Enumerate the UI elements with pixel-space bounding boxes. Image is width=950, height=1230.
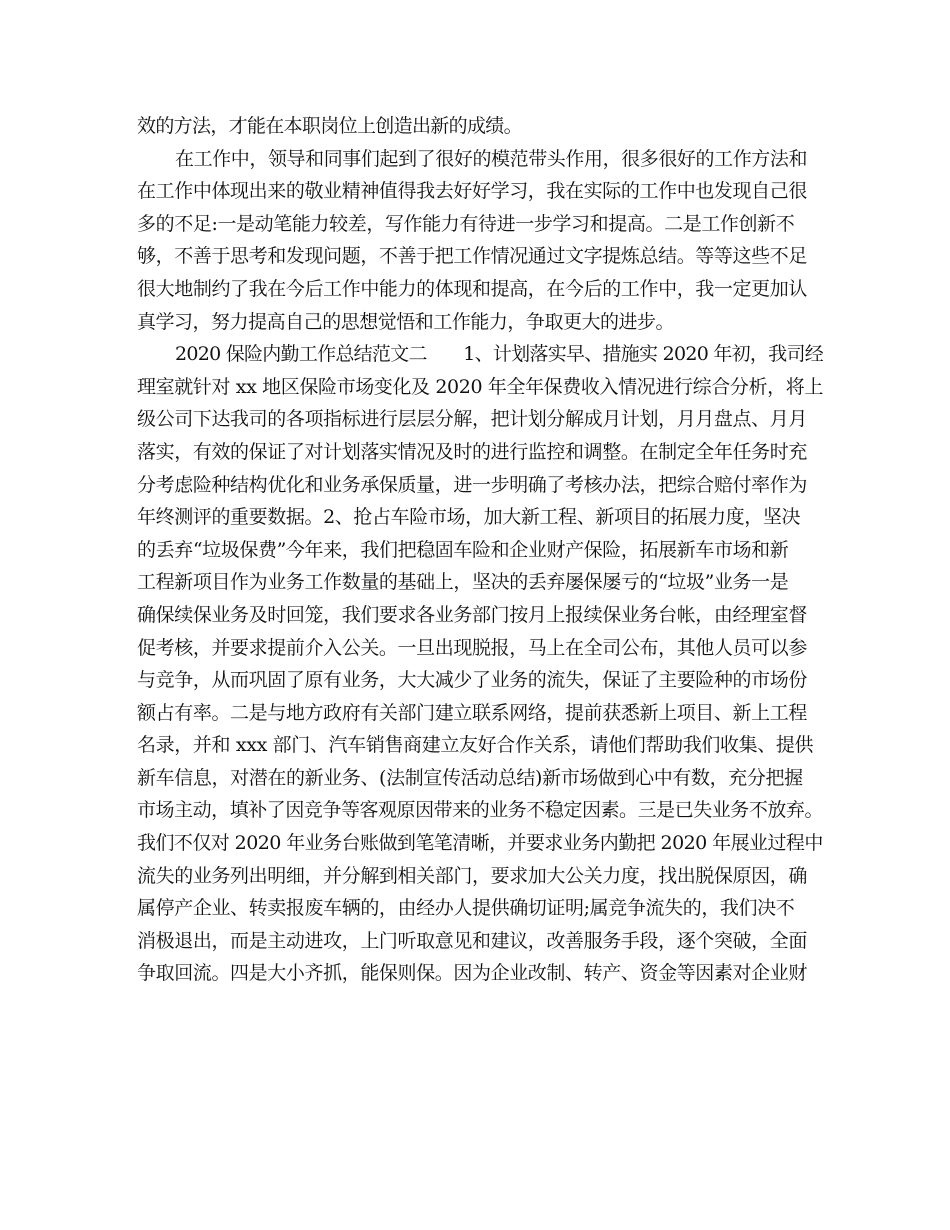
text-line: 理室就针对 xx 地区保险市场变化及 2020 年全年保费收入情况进行综合分析，将上 bbox=[137, 375, 823, 398]
text-line: 市场主动，填补了因竞争等客观原因带来的业务不稳定因素。三是已失业务不放弃。 bbox=[137, 799, 823, 822]
text-line: 额占有率。二是与地方政府有关部门建立联系网络，提前获悉新上项目、新上工程 bbox=[137, 701, 807, 724]
text-line: 我们不仅对 2020 年业务台账做到笔笔清晰，并要求业务内勤把 2020 年展业过程中 bbox=[137, 832, 823, 855]
text-line: 年终测评的重要数据。2、抢占车险市场，加大新工程、新项目的拓展力度，坚决 bbox=[137, 506, 801, 529]
text-line: 效的方法，才能在本职岗位上创造出新的成绩。 bbox=[137, 115, 522, 137]
text-line: 落实，有效的保证了对计划落实情况及时的进行监控和调整。在制定全年任务时充 bbox=[137, 440, 807, 463]
text-line: 名录，并和 xxx 部门、汽车销售商建立友好合作关系，请他们帮助我们收集、提供 bbox=[137, 734, 814, 757]
text-line: 确保续保业务及时回笼，我们要求各业务部门按月上报续保业务台帐，由经理室督 bbox=[137, 603, 807, 626]
text-line: 的丢弃“垃圾保费”今年来，我们把稳固车险和企业财产保险，拓展新车市场和新 bbox=[137, 538, 789, 561]
text-line: 很大地制约了我在今后工作中能力的体现和提高，在今后的工作中，我一定更加认 bbox=[137, 277, 807, 300]
text-line: 多的不足:一是动笔能力较差，写作能力有待进一步学习和提高。二是工作创新不 bbox=[137, 212, 795, 235]
paragraph-start-line: 在工作中，领导和同事们起到了很好的模范带头作用，很多很好的工作方法和 bbox=[175, 147, 808, 170]
text-line: 消极退出，而是主动进攻，上门听取意见和建议，改善服务手段，逐个突破，全面 bbox=[137, 929, 807, 952]
text-line: 争取回流。四是大小齐抓，能保则保。因为企业改制、转产、资金等因素对企业财 bbox=[137, 962, 807, 985]
text-line: 真学习，努力提高自己的思想觉悟和工作能力，争取更大的进步。 bbox=[137, 310, 675, 333]
text-line: 在工作中体现出来的敬业精神值得我去好好学习，我在实际的工作中也发现自己很 bbox=[137, 180, 807, 203]
text-line: 级公司下达我司的各项指标进行层层分解，把计划分解成月计划，月月盘点、月月 bbox=[137, 408, 807, 431]
text-line: 新车信息，对潜在的新业务、(法制宣传活动总结)新市场做到心中有数，充分把握 bbox=[137, 766, 803, 789]
text-line: 流失的业务列出明细，并分解到相关部门，要求加大公关力度，找出脱保原因，确 bbox=[137, 864, 807, 887]
text-line: 够，不善于思考和发现问题，不善于把工作情况通过文字提炼总结。等等这些不足 bbox=[137, 245, 807, 268]
text-line: 分考虑险种结构优化和业务承保质量，进一步明确了考核办法，把综合赔付率作为 bbox=[137, 473, 807, 496]
document-body bbox=[137, 110, 837, 990]
text-line: 促考核，并要求提前介入公关。一旦出现脱报，马上在全司公布，其他人员可以参 bbox=[137, 636, 807, 659]
text-line: 属停产企业、转卖报废车辆的，由经办人提供确切证明;属竞争流失的，我们决不 bbox=[137, 897, 795, 920]
text-line: 工程新项目作为业务工作数量的基础上，坚决的丢弃屡保屡亏的“垃圾”业务一是 bbox=[137, 571, 789, 594]
text-line: 与竞争，从而巩固了原有业务，大大减少了业务的流失，保证了主要险种的市场份 bbox=[137, 669, 807, 692]
paragraph-start-line: 2020 保险内勤工作总结范文二 1、计划落实早、措施实 2020 年初，我司经 bbox=[175, 343, 823, 366]
